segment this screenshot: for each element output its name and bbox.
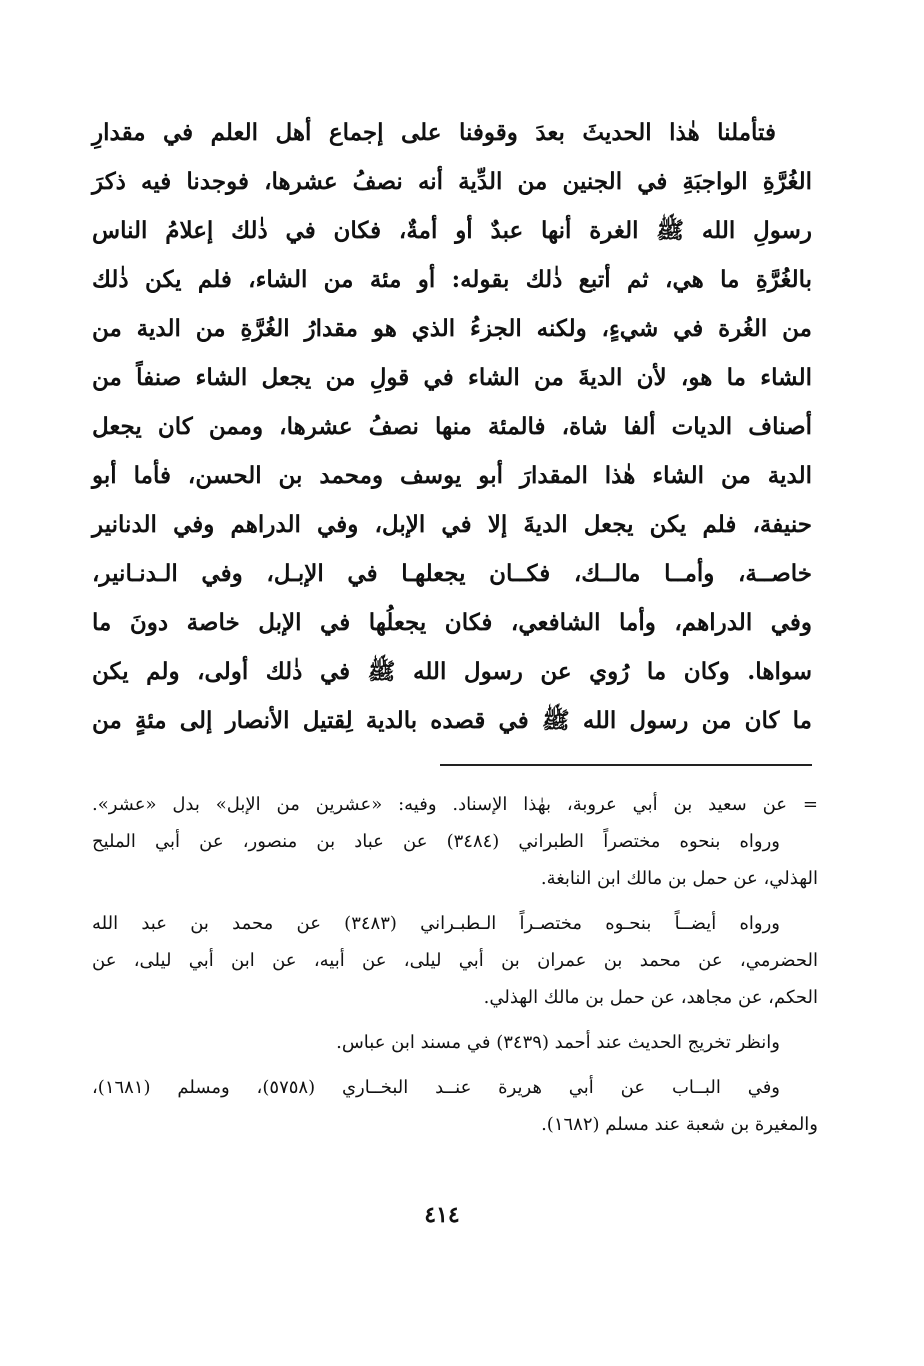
main-line-11: وفي الدراهم، وأما الشافعي، فكان يجعلُها في الإبل خاصة دونَ ما bbox=[92, 609, 812, 636]
main-line-12: سواها. وكان ما رُوي عن رسول الله ﷺ في ذٰلك أولى، ولم يكن bbox=[92, 658, 812, 685]
main-line-4: بالغُرَّةِ ما هي، ثم أتبع ذٰلك بقوله: أو مئة من الشاء، فلم يكن ذٰلك bbox=[92, 266, 812, 293]
main-line-1: فتأملنا هٰذا الحديثَ بعدَ وقوفنا على إجماع أهل العلم في مقدارِ bbox=[92, 119, 776, 146]
footnote-line-4: ورواه أيضــاً بنحـوه مختصـراً الـطبـراني (٣٤٨٣) عن محمد بن عبد الله bbox=[92, 913, 780, 934]
page-number: ٤١٤ bbox=[424, 1202, 460, 1228]
main-text bbox=[92, 108, 812, 745]
footnote-line-1: = عن سعيد بن أبي عروبة، بهٰذا الإسناد. وفيه: «عشرين من الإبل» بدل «عشر». bbox=[92, 794, 818, 815]
footnote-line-6: الحكم، عن مجاهد، عن حمل بن مالك الهذلي. bbox=[483, 987, 818, 1008]
main-line-9: حنيفة، فلم يكن يجعل الديةَ إلا في الإبل، وفي الدراهم وفي الدنانير bbox=[92, 511, 813, 538]
main-line-6: الشاء ما هو، لأن الديةَ من الشاء في قولِ من يجعل الشاء صنفاً من bbox=[92, 364, 812, 391]
main-line-7: أصناف الديات ألفا شاة، فالمئة منها نصفُ عشرها، وممن كان يجعل bbox=[92, 413, 812, 440]
main-line-2: الغُرَّةِ الواجبَةِ في الجنين من الدِّية أنه نصفُ عشرها، فوجدنا فيه ذكرَ bbox=[92, 168, 812, 195]
footnote-separator bbox=[440, 764, 812, 766]
main-line-13: ما كان من رسول الله ﷺ في قصده بالدية لِقتيل الأنصار إلى مئةٍ من bbox=[92, 707, 812, 734]
footnote-line-7: وانظر تخريج الحديث عند أحمد (٣٤٣٩) في مسند ابن عباس. bbox=[336, 1032, 780, 1053]
main-line-3: رسولِ الله ﷺ الغرة أنها عبدٌ أو أمةٌ، فكان في ذٰلك إعلامُ الناس bbox=[92, 217, 812, 244]
footnote-line-8: وفي البــاب عن أبي هريرة عنــد البخــاري (٥٧٥٨)، ومسلم (١٦٨١)، bbox=[92, 1077, 780, 1098]
main-line-10: خاصــة، وأمــا مالــك، فكــان يجعلهـا في الإبـل، وفي الـدنـانير، bbox=[92, 560, 812, 587]
footnote-line-5: الحضرمي، عن محمد بن عمران بن أبي ليلى، عن أبيه، عن ابن أبي ليلى، عن bbox=[92, 950, 818, 971]
main-line-8: الدية من الشاء هٰذا المقدارَ أبو يوسف ومحمد بن الحسن، فأما أبو bbox=[92, 462, 812, 489]
footnotes bbox=[92, 786, 818, 1143]
footnote-line-2: ورواه بنحوه مختصراً الطبراني (٣٤٨٤) عن عباد بن منصور، عن أبي المليح bbox=[92, 831, 780, 852]
footnote-line-9: والمغيرة بن شعبة عند مسلم (١٦٨٢). bbox=[541, 1114, 818, 1135]
footnote-line-3: الهذلي، عن حمل بن مالك ابن النابغة. bbox=[540, 868, 818, 889]
main-line-5: من الغُرة في شيءٍ، ولكنه الجزءُ الذي هو مقدارُ الغُرَّةِ من الدية من bbox=[92, 315, 812, 342]
